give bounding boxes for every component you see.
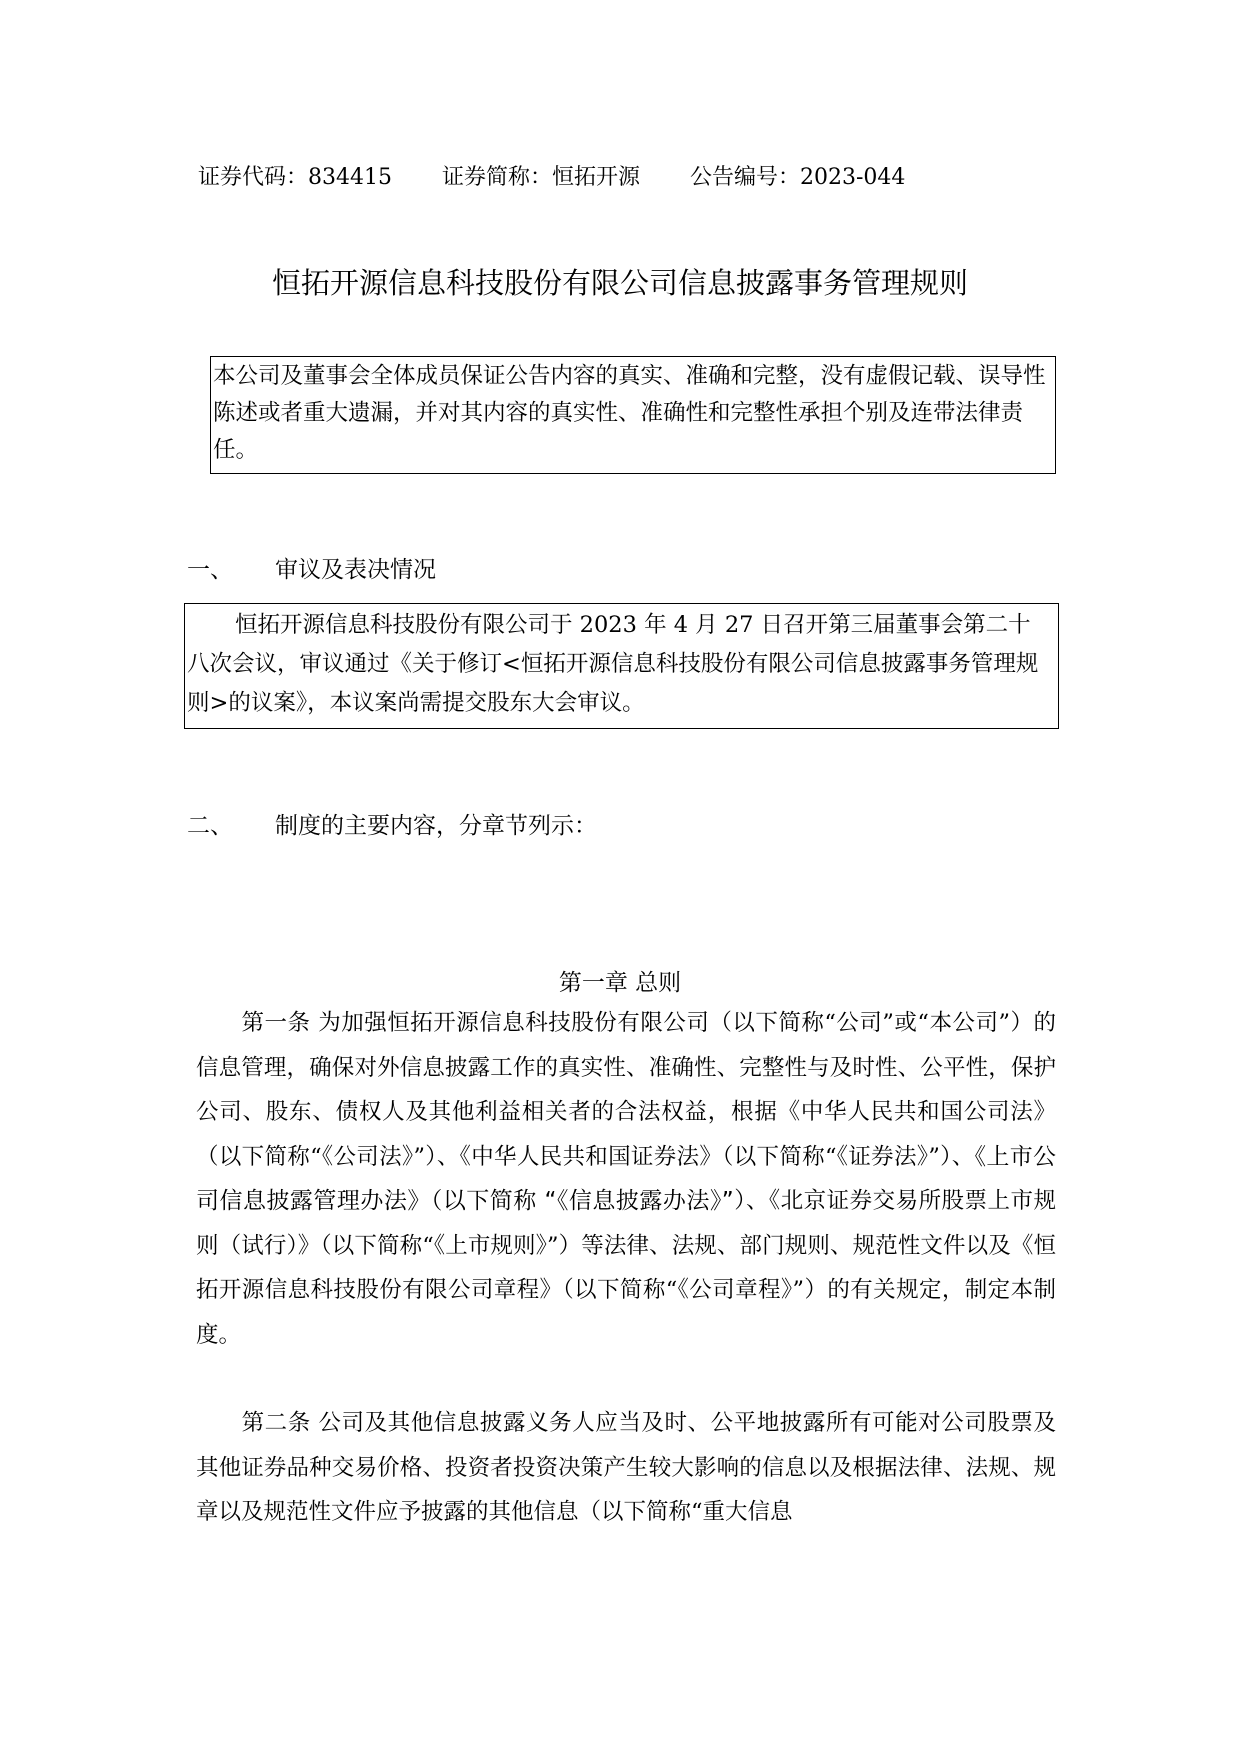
document-header [198, 160, 905, 191]
chapter-title: 第一章 总则 [558, 970, 682, 996]
article-2 [196, 1401, 1056, 1535]
section-title: 审议及表决情况 [275, 557, 436, 583]
document-title: 恒拓开源信息科技股份有限公司信息披露事务管理规则 [271, 266, 968, 300]
section-heading-1 [187, 551, 436, 584]
disclaimer-box: 本公司及董事会全体成员保证公告内容的真实、准确和完整，没有虚假记载、误导性陈述或者重大遗漏，并对其内容的真实性、准确性和完整性承担个别及连带法律责任。 [210, 356, 1056, 474]
article-1-text-b: 《上市公司信息披露管理办法》（以下简称 “《信息披露办法》” [196, 1143, 1057, 1214]
article-1-text-c: ）、《北京证券交易所股票上市规则（试行）》（以下简称“《上市规则》”）等法律、法规、部门规则、规范性文件以及《恒拓开源信息科技股份有限公司章程》（以下简称“《公司章程》”）的有关规定，制定本制度。 [196, 1188, 1056, 1348]
section-title: 制度的主要内容，分章节列示： [275, 813, 597, 839]
article-1-text-a: 第一条 为加强恒拓开源信息科技股份有限公司（以下简称“公司”或“本公司”）的信息管理，确保对外信息披露工作的真实性、准确性、完整性与及时性、公平性，保护公司、股东、债权人及其他利益相关者的合法权益，根据《中华人民共和国公司法》（以下简称“《公司法》”）、《中华人民共和国证券法》（以下简称“《证券法》”）、 [196, 1010, 1056, 1170]
resolution-box: 恒拓开源信息科技股份有限公司于 2023 年 4 月 27 日召开第三届董事会第二十八次会议，审议通过《关于修订<恒拓开源信息科技股份有限公司信息披露事务管理规则>的议案》，本议案尚需提交股东大会审议。 [184, 603, 1059, 729]
section-heading-2 [187, 807, 597, 840]
security-code: 证券代码：834415 [198, 165, 392, 190]
security-short-name: 证券简称：恒拓开源 [441, 165, 640, 190]
article-1 [196, 1001, 1056, 1357]
section-number: 二、 [187, 813, 233, 839]
notice-number: 公告编号：2023-044 [690, 165, 906, 190]
section-number: 一、 [187, 557, 233, 583]
article-2-text: 第二条 公司及其他信息披露义务人应当及时、公平地披露所有可能对公司股票及其他证券品种交易价格、投资者投资决策产生较大影响的信息以及根据法律、法规、规章以及规范性文件应予披露的其他信息（以下简称“重大信息 [196, 1410, 1056, 1525]
